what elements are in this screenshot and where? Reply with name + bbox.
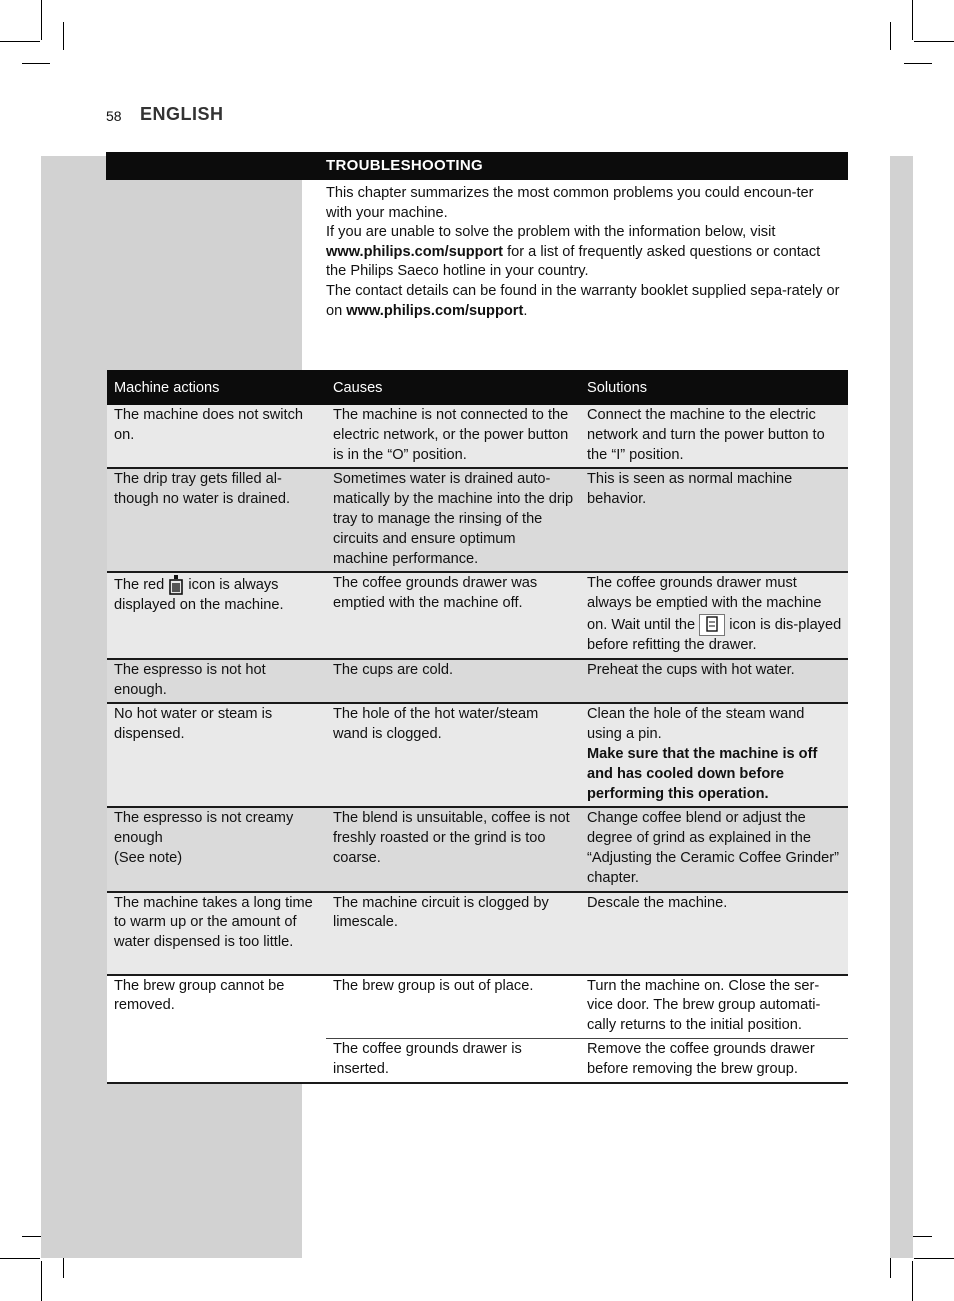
action-cell: No hot water or steam is dispensed. (107, 703, 326, 807)
cause-cell: The coffee grounds drawer is inserted. (326, 1038, 580, 1082)
grounds-drawer-icon (168, 574, 184, 596)
intro-line: . (523, 302, 528, 319)
cell-text: Clean the hole of the steam wand using a pin. (587, 706, 805, 743)
cause-cell: The coffee grounds drawer was emptied with the machine off. (326, 572, 580, 658)
crop-mark (890, 22, 891, 50)
solution-cell: Connect the machine to the electric network and turn the power button to the “I” position. (580, 405, 848, 468)
table-row (107, 975, 848, 1039)
cell-text: The red (114, 577, 169, 594)
table-row (107, 892, 848, 975)
solution-cell (580, 703, 848, 807)
intro-line: The contact details can be found in the warranty booklet supplied sepa-rately or on (326, 282, 840, 319)
cell-text: icon is always displayed on the machine. (114, 577, 284, 614)
table-row (107, 807, 848, 891)
intro-text-block (302, 180, 848, 370)
column-header-solutions: Solutions (580, 370, 848, 405)
table-row (107, 703, 848, 807)
crop-mark (41, 1261, 42, 1301)
drawer-outline-icon (699, 614, 725, 636)
language-heading: ENGLISH (140, 104, 224, 124)
cause-cell: The brew group is out of place. (326, 975, 580, 1039)
cause-cell: The machine circuit is clogged by limescale. (326, 892, 580, 975)
crop-mark (914, 1258, 954, 1259)
intro-line: If you are unable to solve the problem with the information below, visit (326, 224, 776, 241)
solution-cell (580, 572, 848, 658)
cell-text: icon is dis-played before refitting the drawer. (587, 616, 842, 653)
table-row (107, 468, 848, 572)
intro-line: This chapter summarizes the most common problems you could encoun-ter with your machine. (326, 185, 814, 221)
crop-mark (912, 0, 913, 40)
solution-cell: Remove the coffee grounds drawer before removing the brew group. (580, 1038, 848, 1082)
section-header-bar (106, 152, 848, 180)
support-link[interactable]: www.philips.com/support (326, 243, 504, 260)
crop-mark (63, 22, 64, 50)
intro-line: for a list of frequently asked questions or contact the Philips Saeco hotline in your country. (326, 243, 821, 280)
action-cell: The drip tray gets filled al-though no water is drained. (107, 468, 326, 572)
troubleshooting-table (107, 370, 848, 1084)
crop-mark (904, 63, 932, 64)
cause-cell: The blend is unsuitable, coffee is not freshly roasted or the grind is too coarse. (326, 807, 580, 891)
cause-cell: The machine is not connected to the electric network, or the power button is in the “O” position. (326, 405, 580, 468)
solution-cell: Change coffee blend or adjust the degree of grind as explained in the “Adjusting the Ceramic Coffee Grinder” chapter. (580, 807, 848, 891)
solution-cell: Preheat the cups with hot water. (580, 659, 848, 704)
support-link[interactable]: www.philips.com/support (346, 302, 524, 319)
safety-warning: Make sure that the machine is off and has cooled down before performing this operation. (587, 745, 818, 802)
cause-cell: The hole of the hot water/steam wand is clogged. (326, 703, 580, 807)
intro-paragraph (302, 180, 840, 321)
crop-mark (912, 1261, 913, 1301)
crop-mark (22, 63, 50, 64)
page-number: 58 (106, 108, 122, 124)
action-cell: The machine does not switch on. (107, 405, 326, 468)
cell-note: (See note) (114, 849, 183, 866)
solution-cell: This is seen as normal machine behavior. (580, 468, 848, 572)
cause-cell: Sometimes water is drained auto-matically by the machine into the drip tray to manage the rinsing of the circuits and ensure optimum machine performance. (326, 468, 580, 572)
table-row (107, 405, 848, 468)
section-title: TROUBLESHOOTING (326, 157, 483, 174)
table-row (107, 572, 848, 658)
action-cell (107, 807, 326, 891)
crop-mark (41, 0, 42, 40)
cell-text: The espresso is not creamy enough (114, 810, 294, 847)
action-cell (107, 572, 326, 658)
solution-cell: Descale the machine. (580, 892, 848, 975)
action-cell: The machine takes a long time to warm up or the amount of water dispensed is too little. (107, 892, 326, 975)
crop-mark (0, 1258, 40, 1259)
cell-text: The coffee grounds drawer must always be emptied with the machine on. Wait until the (587, 575, 822, 633)
right-margin-band (890, 156, 913, 1258)
action-cell: The brew group cannot be removed. (107, 975, 326, 1083)
crop-mark (914, 41, 954, 42)
crop-mark (0, 41, 40, 42)
column-header-actions: Machine actions (107, 370, 326, 405)
column-header-causes: Causes (326, 370, 580, 405)
table-header-row (107, 370, 848, 405)
table-row (107, 659, 848, 704)
action-cell: The espresso is not hot enough. (107, 659, 326, 704)
solution-cell: Turn the machine on. Close the ser-vice door. The brew group automati-cally returns to the initial position. (580, 975, 848, 1039)
cause-cell: The cups are cold. (326, 659, 580, 704)
